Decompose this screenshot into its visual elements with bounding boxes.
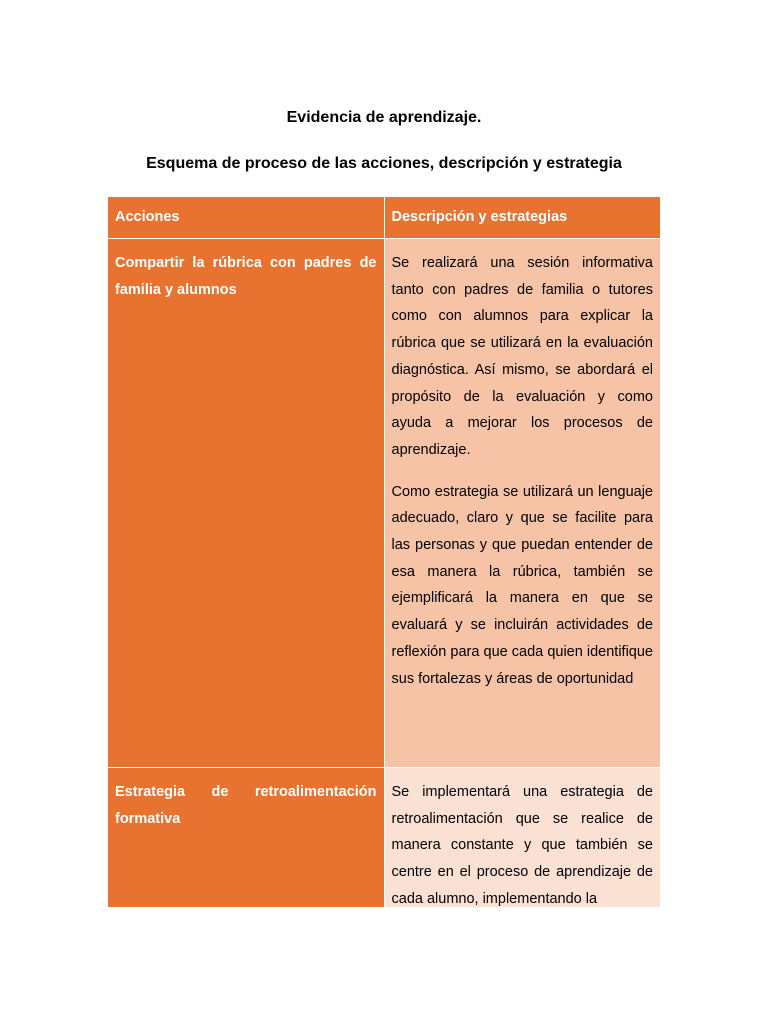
table-row: [108, 239, 661, 768]
description-paragraph: Se implementará una estrategia de retroalimentación que se realice de manera constante y que también se centre en el proceso de aprendizaje de cada alumno, implementando la: [391, 784, 653, 907]
table-row: [108, 768, 661, 908]
table-container: [107, 196, 661, 907]
description-paragraph: Se realizará una sesión informativa tanto con padres de familia o tutores como con alumnos para explicar la rúbrica que se utilizará en la evaluación diagnóstica. Así mismo, se abordará el propósito de la evaluación y como ayuda a mejorar los procesos de aprendizaje.: [391, 255, 653, 458]
document-subtitle: Esquema de proceso de las acciones, descripción y estrategia: [146, 155, 622, 172]
document-title: Evidencia de aprendizaje.: [286, 109, 482, 126]
actions-table: [107, 196, 661, 907]
strategy-paragraph: Como estrategia se utilizará un lenguaje adecuado, claro y que se facilite para las personas y que puedan entender de esa manera la rúbrica, también se ejemplificará la manera en que se evaluará y se incluirán actividades de reflexión para que cada quien identifique sus fortalezas y áreas de oportunidad: [391, 483, 653, 687]
description-cell: [384, 239, 661, 768]
header-actions: Acciones: [108, 197, 385, 239]
header-description: Descripción y estrategias: [384, 197, 661, 239]
table-header-row: [108, 197, 661, 239]
description-cell: [384, 768, 661, 908]
action-cell: Estrategia de retroalimentación formativa: [108, 768, 385, 908]
action-cell: Compartir la rúbrica con padres de familia y alumnos: [108, 239, 385, 768]
